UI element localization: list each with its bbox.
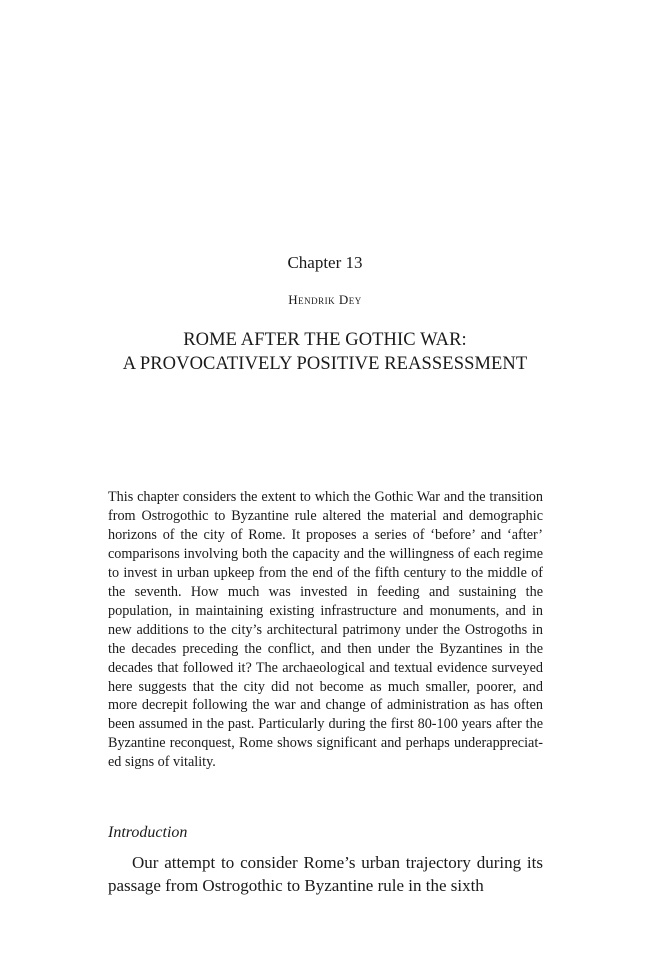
chapter-title [0, 328, 650, 376]
body-paragraph: Our attempt to consider Rome’s urban trajectory during its passage from Ostrogothic to Byzantine rule in the sixth [108, 853, 543, 895]
chapter-title-line-1: ROME AFTER THE GOTHIC WAR: [183, 330, 467, 350]
chapter-abstract: This chapter considers the extent to which the Gothic War and the transition from Ostrogothic to Byzantine rule altered the material and demographic horizons of the city of Rome. It proposes a series of ‘before’ and ‘after’ comparisons involving both the capacity and the willingness of each regime to invest in urban upkeep from the end of the fifth century to the middle of the seventh. How much was invested in feeding and sustaining the population, in maintaining existing infrastructure and monuments, and in new additions to the city’s architectural patrimony under the Ostrogoths in the decades preceding the conflict, and then under the Byzantines in the decades that followed it? The archaeological and textual evidence surveyed here suggests that the city did not become as much smaller, poorer, and more decrepit following the war and change of administration as has often been assumed in the past. Particularly during the first 80-100 years after the Byzantine reconquest, Rome shows significant and perhaps underappreciated signs of vitality. [108, 489, 543, 771]
chapter-author: Hendrik Dey [288, 292, 362, 307]
chapter-label: Chapter 13 [287, 253, 363, 272]
section-heading-introduction: Introduction [108, 824, 188, 841]
chapter-title-line-2: A PROVOCATIVELY POSITIVE REASSESSMENT [122, 354, 528, 374]
